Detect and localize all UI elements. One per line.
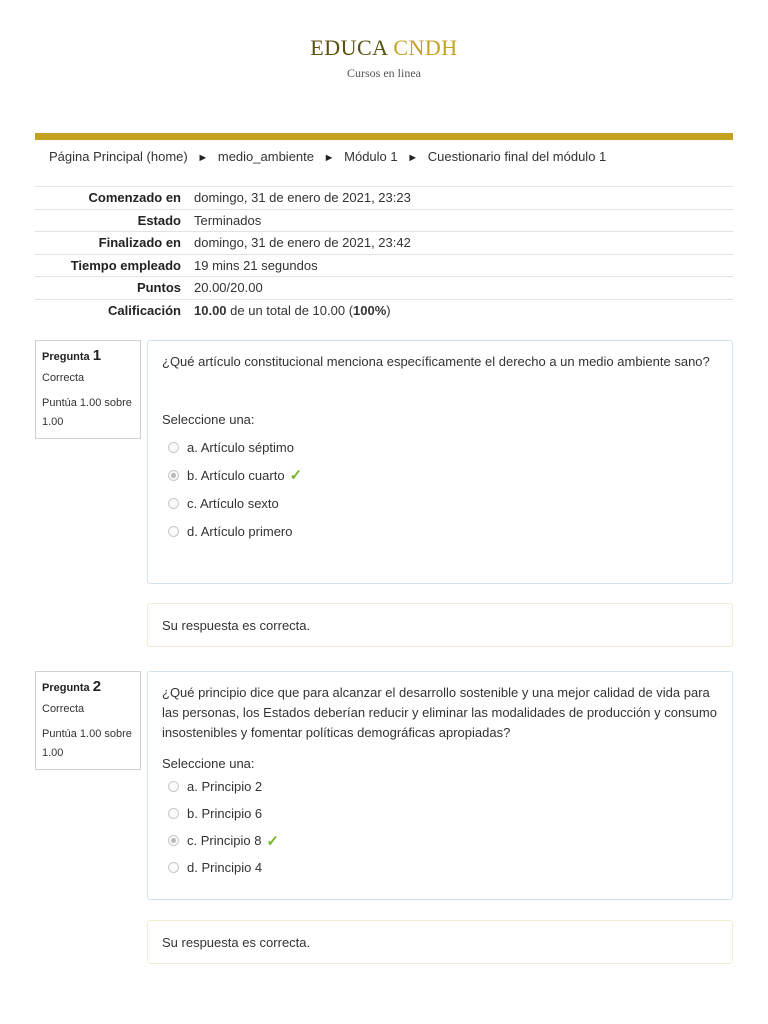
question-feedback-1 bbox=[147, 603, 733, 647]
question-grade: Puntúa 1.00 sobre 1.00 bbox=[42, 728, 132, 759]
site-title-part2: CNDH bbox=[393, 35, 458, 60]
question-formulation-1 bbox=[147, 340, 733, 584]
question-label: Pregunta bbox=[42, 351, 90, 363]
summary-row-grade bbox=[35, 299, 733, 322]
question-label: Pregunta bbox=[42, 682, 90, 694]
summary-value: domingo, 31 de enero de 2021, 23:23 bbox=[194, 187, 733, 210]
option-label: a. Principio 2 bbox=[187, 779, 263, 794]
summary-row-time bbox=[35, 254, 733, 277]
answer-option[interactable] bbox=[162, 800, 718, 827]
grade-score: 10.00 bbox=[194, 303, 227, 318]
option-label: c. Artículo sexto bbox=[187, 495, 279, 511]
question-text: ¿Qué artículo constitucional menciona específicamente el derecho a un medio ambiente sano? bbox=[162, 354, 710, 369]
radio-button[interactable] bbox=[168, 781, 179, 792]
answer-option[interactable] bbox=[162, 489, 718, 517]
answer-option[interactable] bbox=[162, 854, 718, 881]
answer-option[interactable] bbox=[162, 827, 718, 854]
radio-button[interactable] bbox=[168, 442, 179, 453]
question-info-2 bbox=[35, 671, 141, 770]
option-label: b. Artículo cuarto bbox=[187, 467, 285, 483]
question-number bbox=[42, 347, 134, 364]
summary-label: Comenzado en bbox=[35, 187, 194, 210]
summary-value: Terminados bbox=[194, 209, 733, 232]
summary-row-state bbox=[35, 209, 733, 232]
question-formulation-2 bbox=[147, 671, 733, 900]
summary-row-started bbox=[35, 187, 733, 210]
summary-row-points bbox=[35, 277, 733, 300]
breadcrumb-home[interactable]: Página Principal (home) bbox=[49, 149, 188, 164]
answer-option[interactable] bbox=[162, 461, 718, 489]
question-status: Correcta bbox=[42, 703, 85, 715]
grade-total-text: de un total de 10.00 ( bbox=[226, 303, 354, 318]
answer-prompt: Seleccione una: bbox=[162, 412, 255, 427]
breadcrumb-module[interactable]: Módulo 1 bbox=[344, 149, 398, 164]
summary-value: domingo, 31 de enero de 2021, 23:42 bbox=[194, 232, 733, 255]
answer-options bbox=[162, 773, 718, 881]
answer-option[interactable] bbox=[162, 773, 718, 800]
feedback-text: Su respuesta es correcta. bbox=[162, 617, 311, 633]
triangle-right-icon: ► bbox=[323, 152, 335, 164]
question-feedback-2 bbox=[147, 920, 733, 964]
radio-button[interactable] bbox=[168, 808, 179, 819]
option-label: a. Artículo séptimo bbox=[187, 439, 294, 455]
summary-label: Puntos bbox=[35, 277, 194, 300]
summary-value: 20.00/20.00 bbox=[194, 277, 733, 300]
option-label: b. Principio 6 bbox=[187, 806, 263, 821]
radio-button-selected[interactable] bbox=[168, 470, 179, 481]
question-number-value: 2 bbox=[92, 678, 102, 695]
question-status: Correcta bbox=[42, 372, 85, 384]
answer-prompt: Seleccione una: bbox=[162, 756, 255, 771]
grade-percent: 100% bbox=[353, 303, 387, 318]
feedback-text: Su respuesta es correcta. bbox=[162, 934, 311, 950]
answer-options bbox=[162, 433, 718, 545]
checkmark-icon: ✓ bbox=[266, 832, 279, 850]
question-grade: Puntúa 1.00 sobre 1.00 bbox=[42, 397, 132, 428]
radio-button[interactable] bbox=[168, 526, 179, 537]
option-label: c. Principio 8 bbox=[187, 833, 262, 848]
site-title-part1: EDUCA bbox=[310, 35, 388, 60]
question-number-value: 1 bbox=[92, 347, 102, 364]
grade-close: ) bbox=[386, 303, 391, 318]
summary-value bbox=[194, 299, 733, 322]
breadcrumb bbox=[49, 149, 606, 164]
option-label: d. Principio 4 bbox=[187, 860, 263, 875]
breadcrumb-course[interactable]: medio_ambiente bbox=[217, 149, 314, 164]
answer-option[interactable] bbox=[162, 433, 718, 461]
question-info-1 bbox=[35, 340, 141, 439]
triangle-right-icon: ► bbox=[197, 152, 209, 164]
summary-row-finished bbox=[35, 232, 733, 255]
summary-label: Tiempo empleado bbox=[35, 254, 194, 277]
question-text: ¿Qué principio dice que para alcanzar el desarrollo sostenible y una mejor calidad de vida para las personas, los Estados deberían reducir y eliminar las modalidades de producción y consumo insostenibles y fomentar políticas demográficas apropiadas? bbox=[162, 685, 717, 740]
site-title[interactable] bbox=[0, 35, 768, 61]
summary-label: Estado bbox=[35, 209, 194, 232]
triangle-right-icon: ► bbox=[407, 152, 419, 164]
site-subtitle: Cursos en linea bbox=[347, 66, 421, 80]
answer-option[interactable] bbox=[162, 517, 718, 545]
summary-label: Calificación bbox=[35, 299, 194, 322]
question-number bbox=[42, 678, 134, 695]
radio-button-selected[interactable] bbox=[168, 835, 179, 846]
radio-button[interactable] bbox=[168, 862, 179, 873]
summary-value: 19 mins 21 segundos bbox=[194, 254, 733, 277]
option-label: d. Artículo primero bbox=[187, 523, 293, 539]
radio-button[interactable] bbox=[168, 498, 179, 509]
summary-label: Finalizado en bbox=[35, 232, 194, 255]
header-divider bbox=[35, 133, 733, 140]
attempt-summary bbox=[35, 186, 733, 322]
breadcrumb-quiz[interactable]: Cuestionario final del módulo 1 bbox=[427, 149, 607, 164]
checkmark-icon: ✓ bbox=[289, 467, 303, 484]
